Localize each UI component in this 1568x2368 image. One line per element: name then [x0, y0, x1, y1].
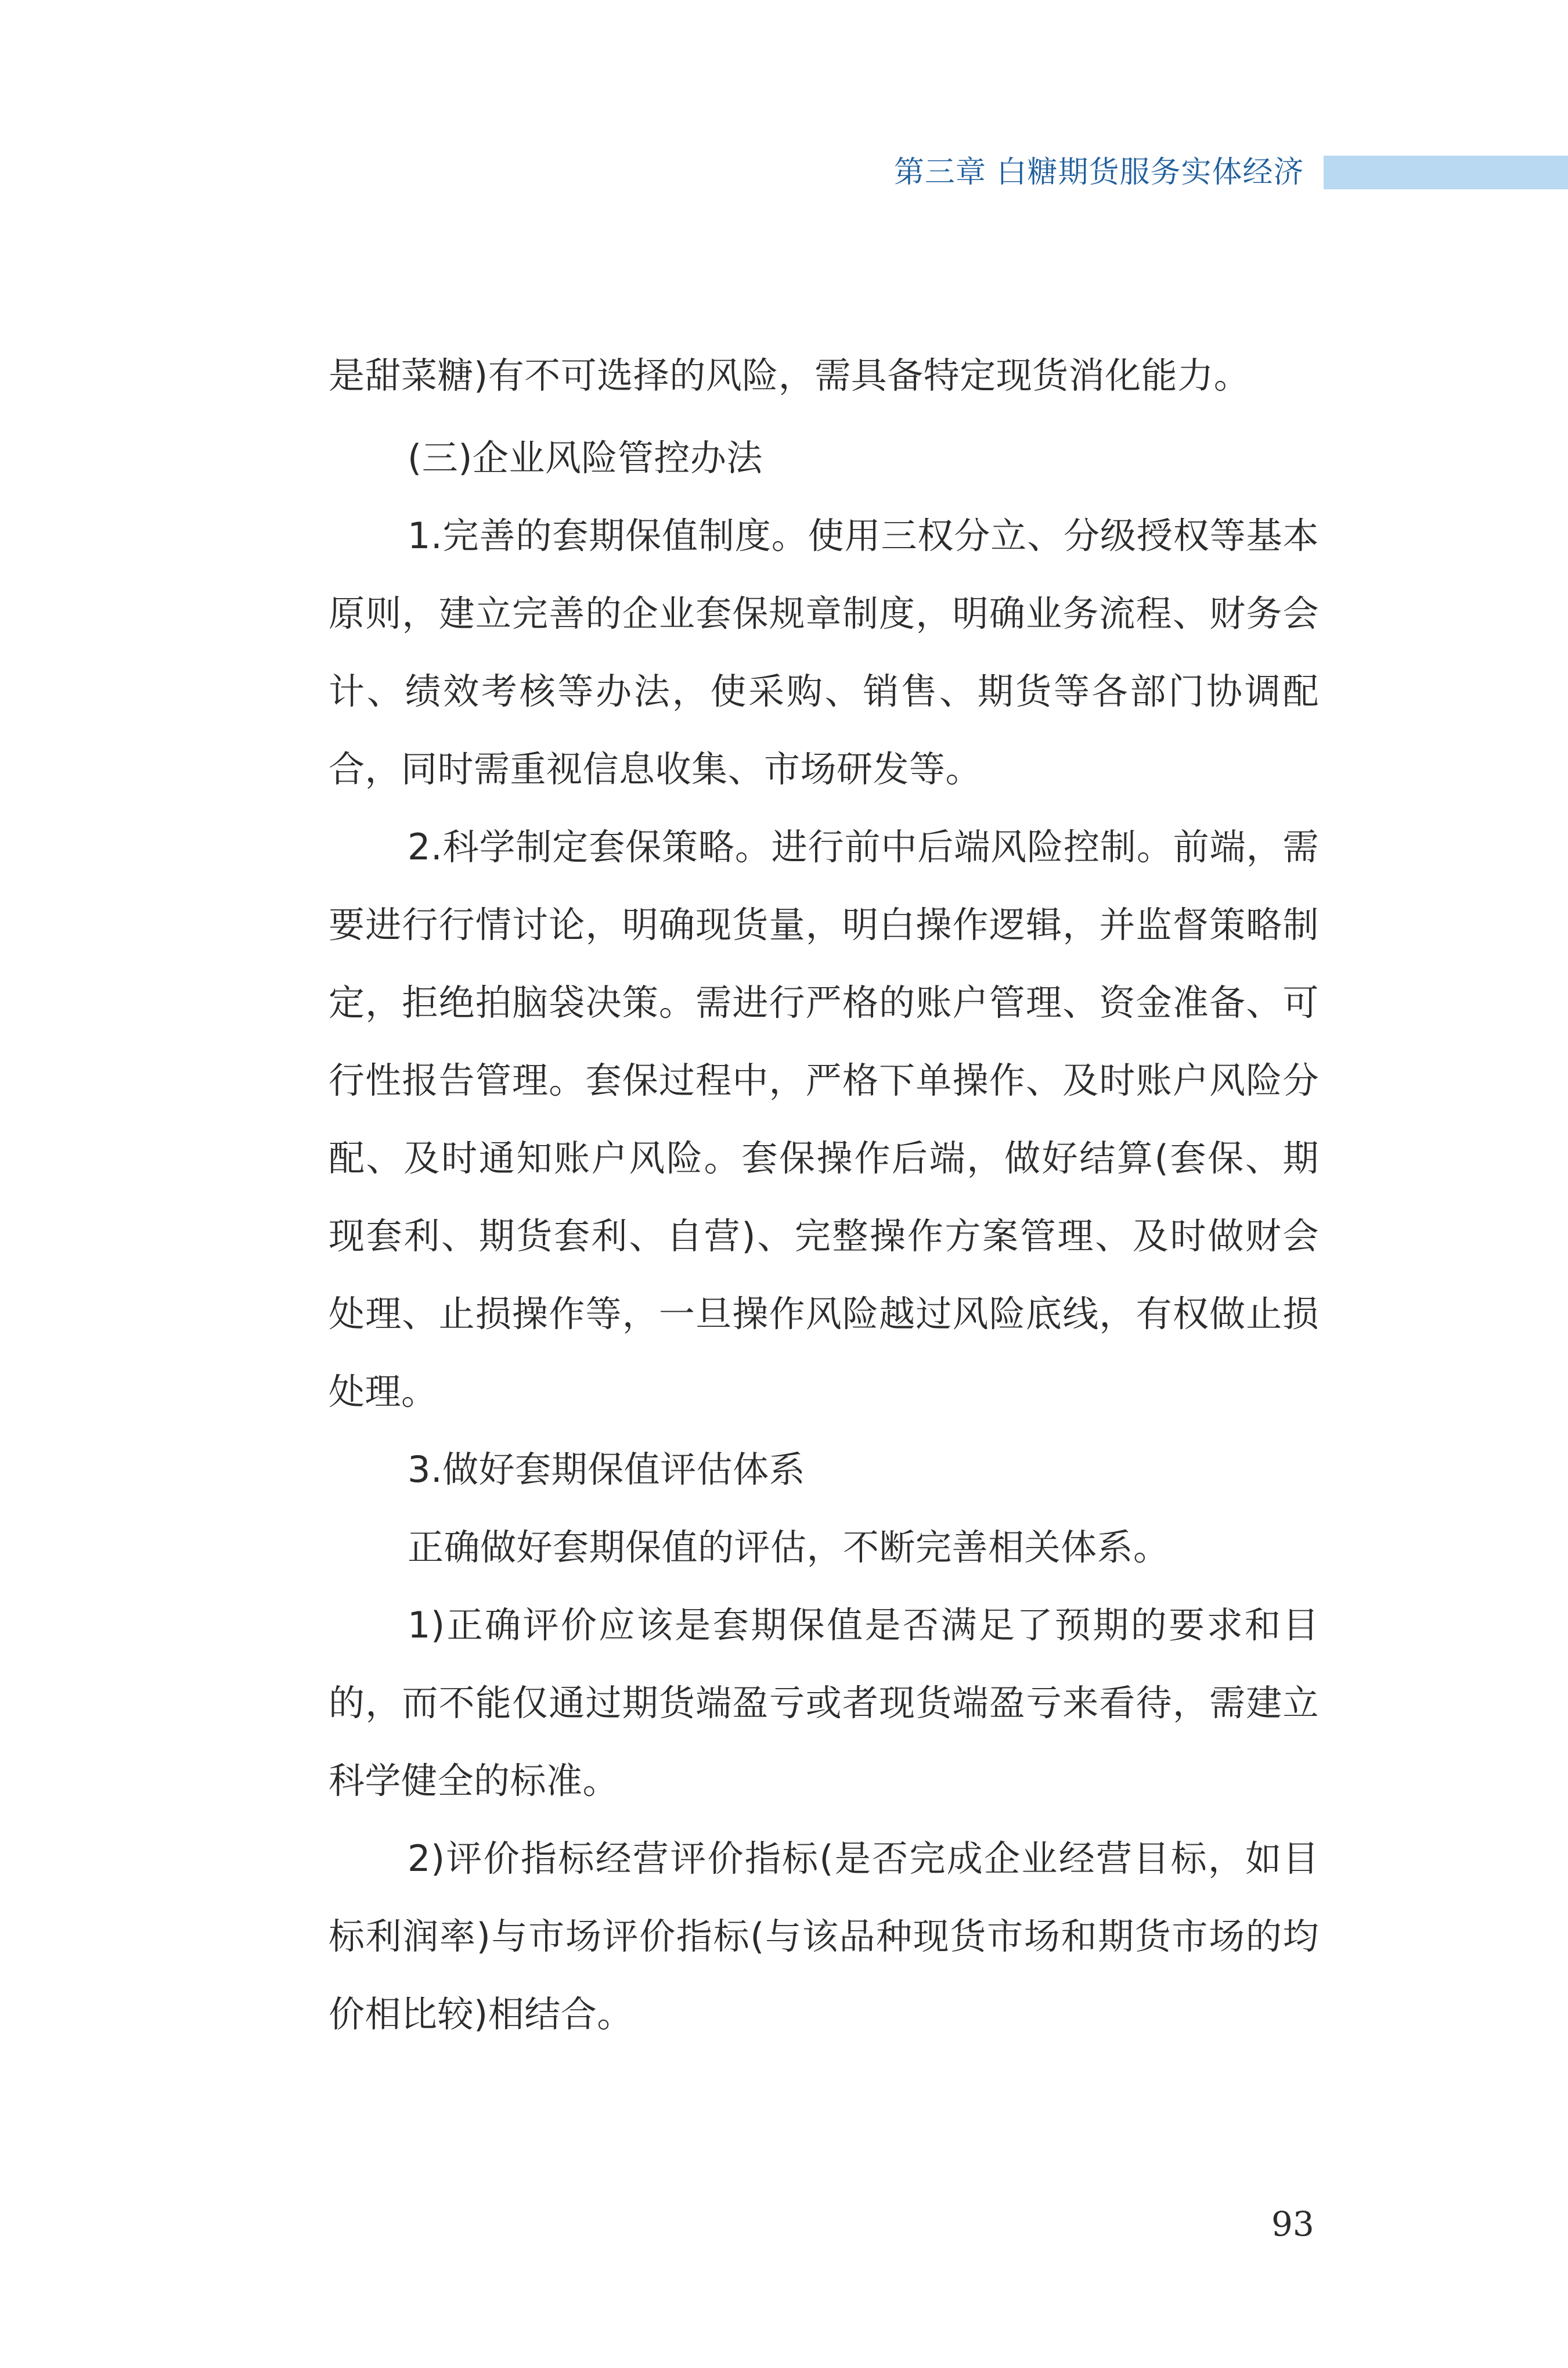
chapter-title: 第三章 白糖期货服务实体经济: [894, 155, 1304, 190]
subheading-evaluation-system: 3.做好套期保值评估体系: [408, 1448, 806, 1491]
paragraph-hedging-strategy: 2.科学制定套保策略。进行前中后端风险控制。前端，需要进行行情讨论，明确现货量，明白操作逻辑，并监督策略制定，拒绝拍脑袋决策。需进行严格的账户管理、资金准备、可行性报告管理。套保过程中，严格下单操作、及时账户风险分配、及时通知账户风险。套保操作后端，做好结算(套保、期现套利、期货套利、自营)、完整操作方案管理、及时做财会处理、止损操作等，一旦操作风险越过风险底线，有权做止损处理。: [329, 826, 1319, 1413]
body-text: [329, 337, 1319, 2053]
paragraph-hedging-system: 1.完善的套期保值制度。使用三权分立、分级授权等基本原则，建立完善的企业套保规章制度，明确业务流程、财务会计、绩效考核等办法，使采购、销售、期货等各部门协调配合，同时需重视信息收集、市场研发等。: [329, 514, 1319, 790]
page-number: 93: [1271, 2204, 1314, 2244]
paragraph-evaluation-point-1: 1)正确评价应该是套期保值是否满足了预期的要求和目的，而不能仅通过期货端盈亏或者现货端盈亏来看待，需建立科学健全的标准。: [329, 1604, 1319, 1802]
paragraph-evaluation-point-2: 2)评价指标经营评价指标(是否完成企业经营目标，如目标利润率)与市场评价指标(与该品种现货市场和期货市场的均价相比较)相结合。: [329, 1837, 1319, 2035]
paragraph-evaluation-intro: 正确做好套期保值的评估，不断完善相关体系。: [408, 1526, 1170, 1568]
section-heading: (三)企业风险管控办法: [408, 437, 763, 479]
running-header: [894, 152, 1304, 193]
paragraph-continuation: 是甜菜糖)有不可选择的风险，需具备特定现货消化能力。: [329, 354, 1250, 397]
header-accent-bar: [1324, 156, 1568, 189]
